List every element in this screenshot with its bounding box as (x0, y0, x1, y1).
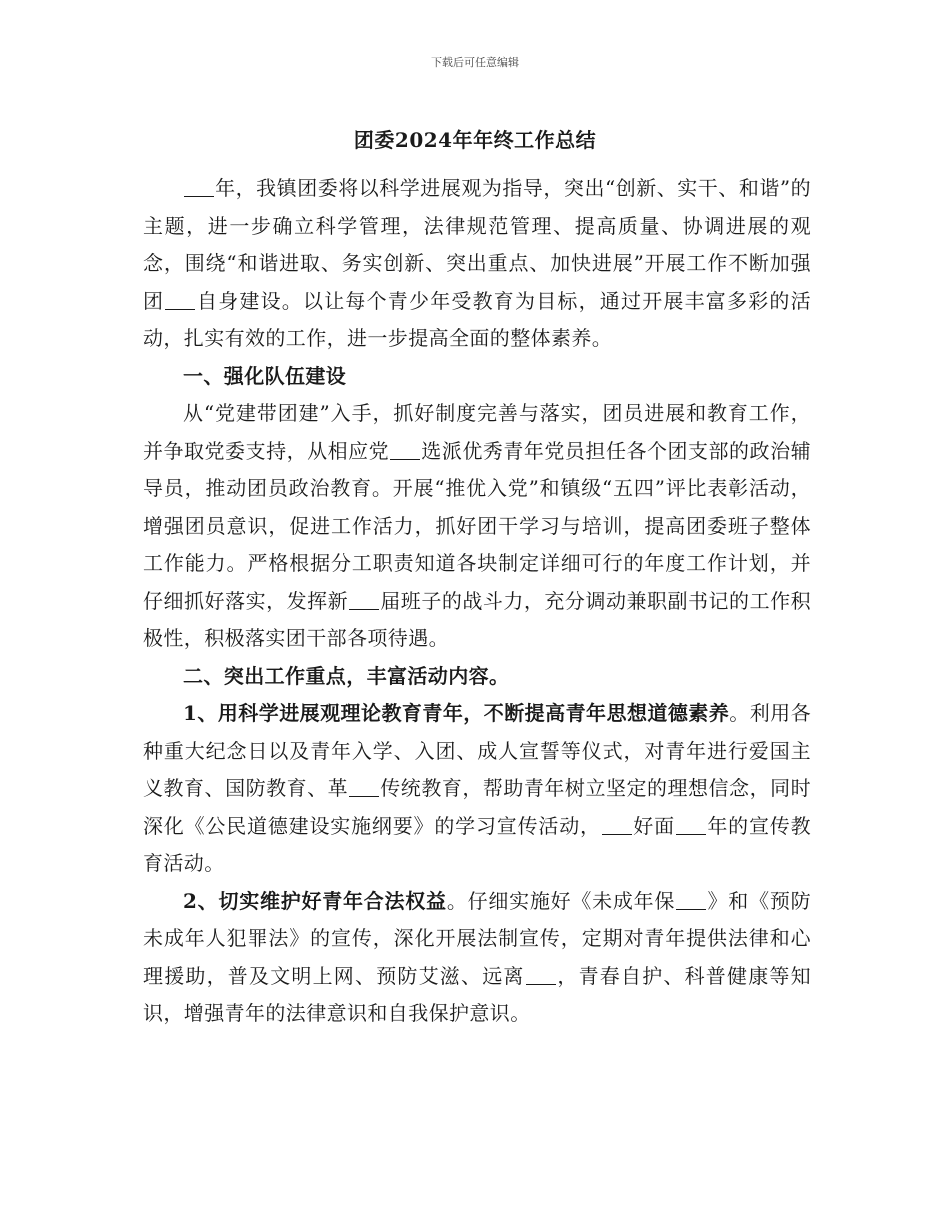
item1-lead: 1、用科学进展观理论教育青年，不断提高青年思想道德素养 (183, 701, 730, 725)
item2-lead: 2、切实维护好青年合法权益 (183, 888, 447, 913)
section2-heading: 二、突出工作重点，丰富活动内容。 (183, 663, 510, 688)
document-body (143, 170, 811, 1033)
blank-line (165, 289, 195, 310)
section1-heading: 一、强化队伍建设 (183, 363, 347, 388)
blank-line (676, 814, 706, 835)
header-note: 下载后可任意编辑 (431, 56, 519, 69)
blank-line (349, 589, 379, 610)
blank-line (676, 889, 706, 910)
item2-paragraph: 2、切实维护好青年合法权益。仔细实施好《未成年保 》和《预防未成年人犯罪法》的宣传，深化开展法制宣传，定期对青年提供法律和心理援助，普及文明上网、预防艾滋、远离 ，青春自护、科普健康等知识，增强青年的法律意识和自我保护意识。 (143, 888, 811, 1025)
blank-line (390, 439, 420, 460)
intro-paragraph: 年，我镇团委将以科学进展观为指导，突出“创新、实干、和谐”的主题，进一步确立科学管理，法律规范管理、提高质量、协调进展的观念，围绕“和谐进取、务实创新、突出重点、加快进展”开展工作不断加强团 自身建设。以让每个青少年受教育为目标，通过开展丰富多彩的活动，扎实有效的工作，进一步提高全面的整体素养。 (143, 176, 811, 350)
section1-paragraph: 从“党建带团建”入手，抓好制度完善与落实，团员进展和教育工作，并争取党委支持，从相应党 选派优秀青年党员担任各个团支部的政治辅导员，推动团员政治教育。开展“推优入党”和镇级“五四”评比表彰活动，增强团员意识，促进工作活力，抓好团干学习与培训，提高团委班子整体工作能力。严格根据分工职责知道各块制定详细可行的年度工作计划，并仔细抓好落实，发挥新 届班子的战斗力，充分调动兼职副书记的工作积极性，积极落实团干部各项待遇。 (143, 401, 812, 650)
item1-paragraph: 1、用科学进展观理论教育青年，不断提高青年思想道德素养。利用各种重大纪念日以及青年入学、入团、成人宣誓等仪式，对青年进行爱国主义教育、国防教育、革 传统教育，帮助青年树立坚定的理想信念，同时深化《公民道德建设实施纲要》的学习宣传活动， 好面 年的宣传教育活动。 (143, 701, 812, 875)
blank-line (184, 176, 214, 197)
blank-line (602, 814, 632, 835)
blank-line (526, 964, 556, 985)
document-title: 团委2024年年终工作总结 (353, 128, 597, 152)
blank-line (349, 776, 379, 797)
